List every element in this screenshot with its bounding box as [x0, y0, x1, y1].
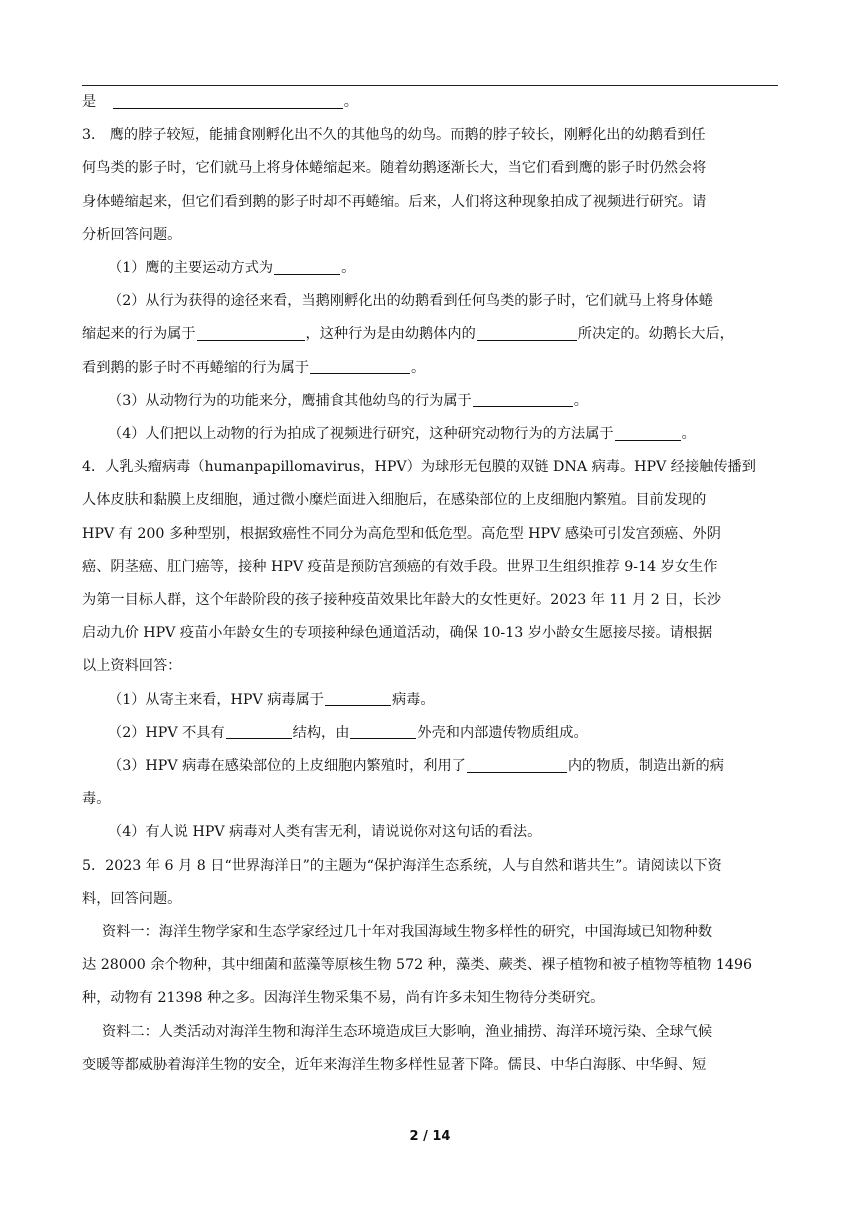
question-4-stem-line: 人体皮肤和黏膜上皮细胞，通过微小糜烂面进入细胞后，在感染部位的上皮细胞内繁殖。目前发现的: [82, 492, 707, 509]
question-4-sub-1: （1）从寄主来看，HPV 病毒属于 病毒。: [108, 691, 435, 708]
question-3-sub-2-cont: 缩起来的行为属于 ，这种行为是由幼鹅体内的 所决定的。幼鹅长大后，: [82, 326, 734, 343]
answer-blank[interactable]: [473, 392, 573, 407]
question-3-stem-line: 3． 鹰的脖子较短，能捕食刚孵化出不久的其他鸟的幼鸟。而鹅的脖子较长，刚孵化出的幼鹅看到任: [82, 127, 706, 144]
material-1-line: 种，动物有 21398 种之多。因海洋生物采集不易，尚有许多未知生物待分类研究。: [82, 990, 605, 1007]
page-number: 2 / 14: [409, 1129, 451, 1144]
answer-blank[interactable]: [325, 691, 391, 706]
answer-blank[interactable]: [274, 259, 340, 274]
question-4-stem-line: 为第一目标人群，这个年龄阶段的孩子接种疫苗效果比年龄大的女性更好。2023 年 11 月 2 日，长沙: [82, 592, 722, 609]
question-4-stem-line: HPV 有 200 多种型别，根据致癌性不同分为高危型和低危型。高危型 HPV 感染可引发宫颈癌、外阴: [82, 525, 721, 542]
question-4-sub-4: （4）有人说 HPV 病毒对人类有害无利，请说说你对这句话的看法。: [108, 824, 542, 841]
question-3-sub-3: （3）从动物行为的功能来分，鹰捕食其他幼鸟的行为属于 。: [108, 392, 588, 409]
question-3-stem-line: 何鸟类的影子时，它们就马上将身体蜷缩起来。随着幼鹅逐渐长大，当它们看到鹰的影子时仍然会将: [82, 160, 707, 177]
question-5-stem-line: 5．2023 年 6 月 8 日“世界海洋日”的主题为“保护海洋生态系统，人与自然和谐共生”。请阅读以下资: [82, 857, 722, 874]
answer-blank[interactable]: [615, 425, 681, 440]
question-4-sub-3: （3）HPV 病毒在感染部位的上皮细胞内繁殖时，利用了 内的物质，制造出新的病: [108, 758, 724, 775]
answer-blank[interactable]: [477, 326, 577, 341]
material-1-line: 达 28000 余个物种，其中细菌和蓝藻等原核生物 572 种，藻类、蕨类、裸子植物和被子植物等植物 1496: [82, 957, 752, 974]
question-4-sub-3-cont: 毒。: [82, 791, 111, 808]
answer-blank[interactable]: [197, 326, 305, 341]
prev-question-tail: 是 。: [82, 94, 358, 110]
page-content: [82, 86, 779, 1082]
question-4-stem-line: 以上资料回答：: [82, 658, 182, 675]
question-4-stem-line: 4．人乳头瘤病毒（humanpapillomavirus，HPV）为球形无包膜的双链 DNA 病毒。HPV 经接触传播到: [82, 459, 756, 476]
material-2-line: 资料二：人类活动对海洋生物和海洋生态环境造成巨大影响，渔业捕捞、海洋环境污染、全球气候: [102, 1023, 713, 1040]
answer-blank[interactable]: [113, 93, 343, 108]
question-3-sub-2: （2）从行为获得的途径来看，当鹅刚孵化出的幼鹅看到任何鸟类的影子时，它们就马上将身体蜷: [108, 293, 713, 310]
answer-blank[interactable]: [350, 724, 416, 739]
question-5-stem-line: 料，回答问题。: [82, 890, 182, 907]
answer-blank[interactable]: [467, 757, 567, 772]
material-2-line: 变暖等都威胁着海洋生物的安全，近年来海洋生物多样性显著下降。儒艮、中华白海豚、中华鲟、短: [82, 1056, 707, 1073]
question-4-stem-line: 癌、阴茎癌、肛门癌等，接种 HPV 疫苗是预防宫颈癌的有效手段。世界卫生组织推荐 9-14 岁女生作: [82, 558, 718, 575]
answer-blank[interactable]: [226, 724, 292, 739]
question-3-sub-1: （1）鹰的主要运动方式为 。: [108, 260, 356, 277]
question-4-sub-2: （2）HPV 不具有 结构，由 外壳和内部遗传物质组成。: [108, 724, 588, 741]
question-3-sub-2-cont: 看到鹅的影子时不再蜷缩的行为属于 。: [82, 359, 426, 376]
question-3-stem-line: 身体蜷缩起来，但它们看到鹅的影子时却不再蜷缩。后来，人们将这种现象拍成了视频进行研究。请: [82, 193, 707, 210]
material-1-line: 资料一：海洋生物学家和生态学家经过几十年对我国海域生物多样性的研究，中国海域已知物种数: [102, 924, 713, 941]
question-3-sub-4: （4）人们把以上动物的行为拍成了视频进行研究，这种研究动物行为的方法属于 。: [108, 426, 696, 443]
question-3-stem-line: 分析回答问题。: [82, 226, 182, 243]
answer-blank[interactable]: [310, 359, 410, 374]
question-4-stem-line: 启动九价 HPV 疫苗小年龄女生的专项接种绿色通道活动，确保 10-13 岁小龄女生愿接尽接。请根据: [82, 625, 713, 642]
